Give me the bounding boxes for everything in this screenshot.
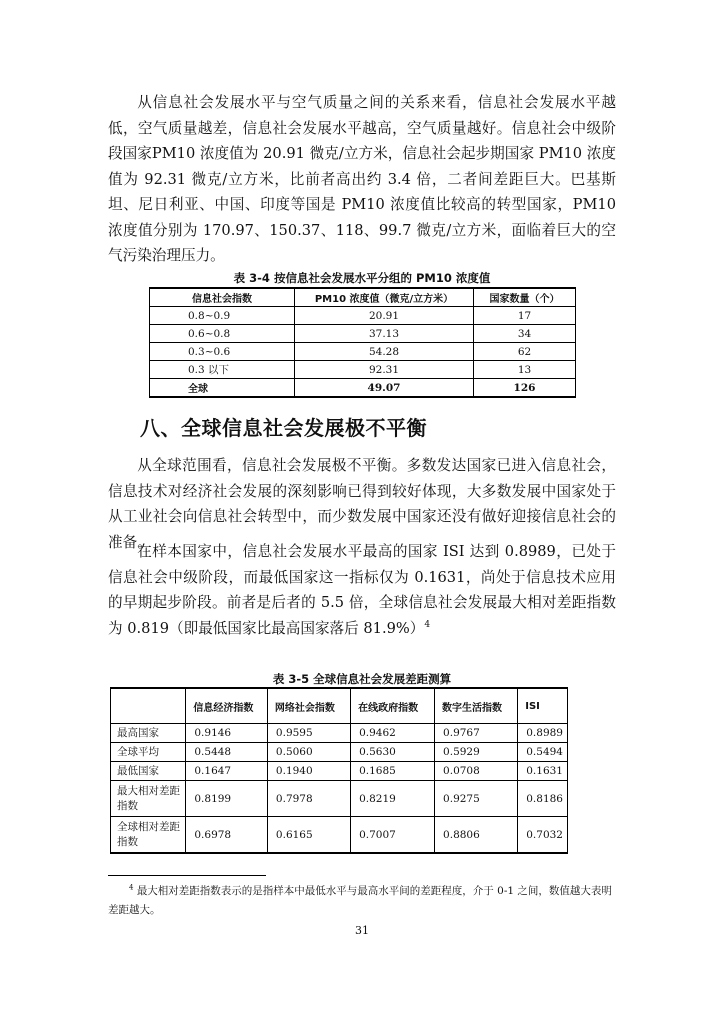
table-3-5-gap (110, 687, 568, 854)
table-cell: 0.8186 (518, 781, 568, 817)
table-cell: 0.8219 (351, 781, 435, 817)
table-cell: 0.5060 (267, 743, 350, 762)
table-row (111, 762, 568, 781)
table-cell: 49.07 (295, 379, 474, 398)
table-cell: 0.1647 (186, 762, 268, 781)
table-cell: 0.6165 (267, 817, 350, 854)
table-3-4-caption: 表 3-4 按信息社会发展水平分组的 PM10 浓度值 (233, 271, 491, 285)
table-cell: 0.3 以下 (150, 361, 295, 379)
table-cell: 0.9595 (267, 724, 350, 743)
column-header: 信息社会指数 (150, 288, 295, 307)
table-cell: 0.9275 (435, 781, 518, 817)
table-cell: 34 (474, 325, 576, 343)
table-cell: 0.9146 (186, 724, 268, 743)
section-heading: 八、全球信息社会发展极不平衡 (140, 416, 427, 440)
table-cell: 全球平均 (111, 743, 186, 762)
table-cell: 0.5494 (518, 743, 568, 762)
table-cell: 20.91 (295, 307, 474, 325)
table-cell: 0.1940 (267, 762, 350, 781)
footnote-text: 最大相对差距指数表示的是指样本中最低水平与最高水平间的差距程度，介于 0-1 之间，数值越大表明差距越大。 (108, 885, 612, 916)
table-header-row (111, 688, 568, 724)
column-header: 网络社会指数 (267, 688, 350, 724)
table-cell: 0.9767 (435, 724, 518, 743)
column-header: ISI (518, 688, 568, 724)
table-cell: 0.5448 (186, 743, 268, 762)
table-cell: 0.3~0.6 (150, 343, 295, 361)
column-header: 信息经济指数 (186, 688, 268, 724)
table-cell: 全球相对差距指数 (111, 817, 186, 854)
column-header: 国家数量（个） (474, 288, 576, 307)
table-cell: 最高国家 (111, 724, 186, 743)
table-cell: 最大相对差距指数 (111, 781, 186, 817)
table-row (111, 781, 568, 817)
paragraph-global-imbalance: 从全球范围看，信息社会发展极不平衡。多数发达国家已进入信息社会，信息技术对经济社会发展的深刻影响已得到较好体现，大多数发展中国家处于从工业社会向信息社会转型中，而少数发展中国家还没有做好迎接信息社会的准备。 (108, 457, 616, 551)
table-3-4-pm10 (149, 287, 576, 398)
table-row (150, 307, 576, 325)
table-cell: 0.0708 (435, 762, 518, 781)
table-header-row (150, 288, 576, 307)
table-row (150, 325, 576, 343)
table-row (111, 743, 568, 762)
table-cell: 92.31 (295, 361, 474, 379)
footnote-reference: 4 (424, 619, 431, 630)
column-header: 在线政府指数 (351, 688, 435, 724)
table-cell: 62 (474, 343, 576, 361)
table-cell: 0.6~0.8 (150, 325, 295, 343)
table-cell: 0.7032 (518, 817, 568, 854)
table-cell: 0.9462 (351, 724, 435, 743)
table-cell: 0.8199 (186, 781, 268, 817)
table-cell: 0.1685 (351, 762, 435, 781)
table-cell: 0.7007 (351, 817, 435, 854)
table-cell: 0.5929 (435, 743, 518, 762)
footnote-mark: 4 (129, 883, 134, 892)
table-row (111, 724, 568, 743)
table-cell: 0.8806 (435, 817, 518, 854)
table-row (150, 361, 576, 379)
table-cell: 126 (474, 379, 576, 398)
table-cell: 全球 (150, 379, 295, 398)
table-cell: 0.1631 (518, 762, 568, 781)
table-cell: 0.6978 (186, 817, 268, 854)
table-cell: 13 (474, 361, 576, 379)
paragraph-sample-countries (108, 539, 616, 641)
table-3-5-caption: 表 3-5 全球信息社会发展差距测算 (272, 672, 452, 686)
table-cell: 0.8~0.9 (150, 307, 295, 325)
footnote (108, 882, 620, 920)
column-header (111, 688, 186, 724)
page-number: 31 (355, 924, 369, 937)
table-cell: 54.28 (295, 343, 474, 361)
footnote-divider (108, 875, 266, 876)
table-cell: 37.13 (295, 325, 474, 343)
table-cell: 0.7978 (267, 781, 350, 817)
table-row (111, 817, 568, 854)
table-cell: 17 (474, 307, 576, 325)
table-cell: 0.5630 (351, 743, 435, 762)
paragraph-text: 在样本国家中，信息社会发展水平最高的国家 ISI 达到 0.8989，已处于信息社会中级阶段，而最低国家这一指标仅为 0.1631，尚处于信息技术应用的早期起步阶段。前者是后者的 5.5 倍，全球信息社会发展最大相对差距指数为 0.819（即最低国家比最高国家落后 81.9%） (108, 543, 616, 637)
column-header: 数字生活指数 (435, 688, 518, 724)
table-cell: 0.8989 (518, 724, 568, 743)
table-row (150, 343, 576, 361)
table-row-total (150, 379, 576, 398)
paragraph-air-quality: 从信息社会发展水平与空气质量之间的关系来看，信息社会发展水平越低，空气质量越差，信息社会发展水平越高，空气质量越好。信息社会中级阶段国家PM10 浓度值为 20.91 微克/立方米，信息社会起步期国家 PM10 浓度值为 92.31 微克/立方米，比前者高出约 3.4 倍，二者间差距巨大。巴基斯坦、尼日利亚、中国、印度等国是 PM10 浓度值比较高的转型国家，PM10 浓度值分别为 170.97、150.37、118、99.7 微克/立方米，面临着巨大的空气污染治理压力。 (108, 94, 616, 264)
column-header: PM10 浓度值（微克/立方米） (295, 288, 474, 307)
table-cell: 最低国家 (111, 762, 186, 781)
